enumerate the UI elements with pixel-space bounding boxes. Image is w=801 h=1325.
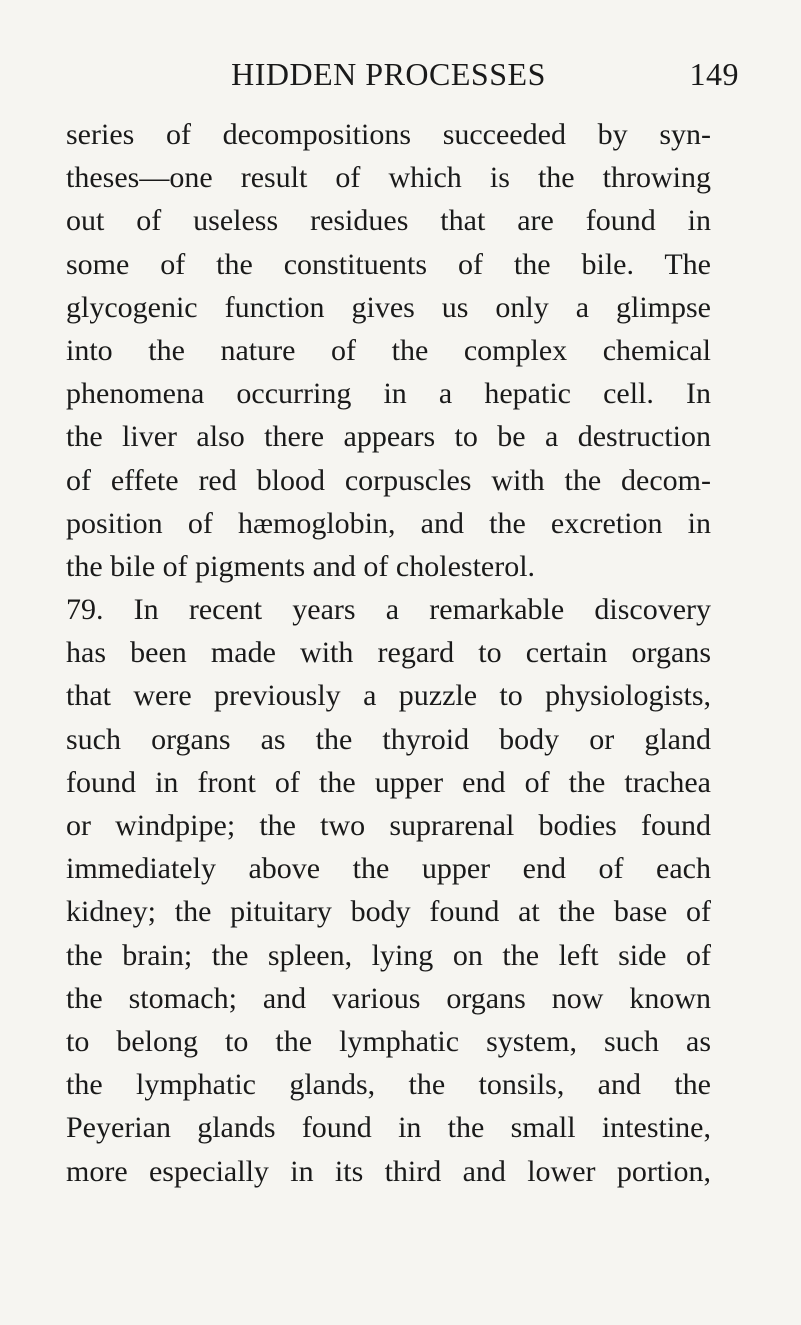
- section-start-line: 79. In recent years a remarkable discovery: [66, 593, 711, 627]
- text-line: the bile of pigments and of cholesterol.: [66, 549, 536, 583]
- running-head: [66, 56, 739, 100]
- text-line: series of decompositions succeeded by syn-: [66, 118, 711, 151]
- text-line: that were previously a puzzle to physiologists,: [66, 679, 711, 713]
- text-line: the stomach; and various organs now known: [66, 981, 711, 1015]
- text-line: or windpipe; the two suprarenal bodies found: [66, 809, 711, 842]
- body-text: [66, 113, 711, 1193]
- text-line: some of the constituents of the bile. The: [66, 247, 711, 281]
- text-line: of effete red blood corpuscles with the decom-: [66, 463, 711, 497]
- text-line: the brain; the spleen, lying on the left side of: [66, 938, 711, 972]
- text-line: immediately above the upper end of each: [66, 852, 711, 886]
- text-line: into the nature of the complex chemical: [66, 333, 711, 367]
- text-line: kidney; the pituitary body found at the base of: [66, 895, 711, 929]
- text-line: found in front of the upper end of the trachea: [66, 765, 711, 799]
- text-line: has been made with regard to certain organs: [66, 636, 711, 670]
- page-number: 149: [689, 56, 739, 92]
- text-line: theses—one result of which is the throwing: [66, 161, 711, 195]
- text-line: such organs as the thyroid body or gland: [66, 722, 711, 756]
- text-line: more especially in its third and lower portion,: [66, 1154, 711, 1188]
- text-line: out of useless residues that are found in: [66, 204, 711, 238]
- text-line: glycogenic function gives us only a glimpse: [66, 290, 711, 324]
- text-line: position of hæmoglobin, and the excretion in: [66, 506, 711, 540]
- text-line: phenomena occurring in a hepatic cell. In: [66, 377, 711, 411]
- running-title: HIDDEN PROCESSES: [231, 56, 546, 92]
- text-line: the liver also there appears to be a destruction: [66, 420, 711, 454]
- text-line: to belong to the lymphatic system, such as: [66, 1024, 711, 1058]
- text-line: the lymphatic glands, the tonsils, and the: [66, 1068, 711, 1102]
- text-line: Peyerian glands found in the small intestine,: [66, 1111, 711, 1145]
